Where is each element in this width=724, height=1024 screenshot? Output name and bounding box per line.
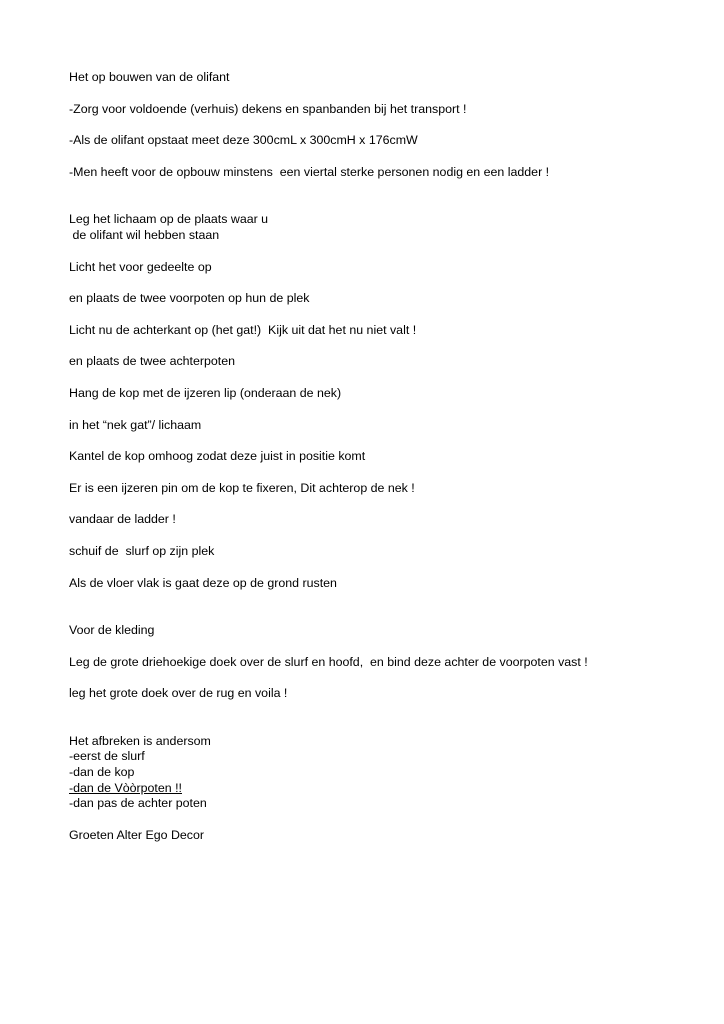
intro-people-note: -Men heeft voor de opbouw minstens een viertal sterke personen nodig en een ladder ! — [69, 164, 550, 179]
step-place-body-line1: Leg het lichaam op de plaats waar u — [69, 212, 269, 227]
step-lift-front: Licht het voor gedeelte op — [69, 259, 212, 274]
document-title: Het op bouwen van de olifant — [69, 70, 230, 84]
intro-dimensions-note: -Als de olifant opstaat meet deze 300cmL x 300cmH x 176cmW — [69, 133, 418, 148]
clothing-back-cloth: leg het grote doek over de rug en voila ! — [69, 686, 288, 701]
teardown-item-head: -dan de kop — [69, 765, 135, 780]
step-back-legs: en plaats de twee achterpoten — [69, 354, 236, 369]
clothing-triangle-cloth: Leg de grote driehoekige doek over de slurf en hoofd, en bind deze achter de voorpoten vast ! — [69, 654, 588, 669]
step-iron-pin: Er is een ijzeren pin om de kop te fixeren, Dit achterop de nek ! — [69, 480, 415, 495]
step-lift-back: Licht nu de achterkant op (het gat!) Kijk uit dat het nu niet valt ! — [69, 322, 417, 337]
teardown-item-back-legs: -dan pas de achter poten — [69, 796, 207, 811]
step-floor-rest: Als de vloer vlak is gaat deze op de grond rusten — [69, 575, 337, 590]
step-tilt-head: Kantel de kop omhoog zodat deze juist in positie komt — [69, 449, 366, 464]
document-page — [69, 70, 709, 843]
step-front-legs: en plaats de twee voorpoten op hun de plek — [69, 291, 310, 306]
teardown-item-trunk: -eerst de slurf — [69, 749, 145, 764]
teardown-item-front-legs: -dan de Vòòrpoten !! — [69, 780, 182, 795]
step-place-body-line2: de olifant wil hebben staan — [69, 227, 220, 242]
step-slide-trunk: schuif de slurf op zijn plek — [69, 543, 215, 558]
closing-signature: Groeten Alter Ego Decor — [69, 827, 204, 842]
intro-transport-note: -Zorg voor voldoende (verhuis) dekens en spanbanden bij het transport ! — [69, 101, 467, 116]
step-hang-head: Hang de kop met de ijzeren lip (onderaan de nek) — [69, 385, 342, 400]
step-neck-hole: in het “nek gat”/ lichaam — [69, 417, 202, 432]
teardown-heading: Het afbreken is andersom — [69, 733, 211, 748]
clothing-heading: Voor de kleding — [69, 623, 155, 638]
step-ladder-reason: vandaar de ladder ! — [69, 512, 176, 527]
